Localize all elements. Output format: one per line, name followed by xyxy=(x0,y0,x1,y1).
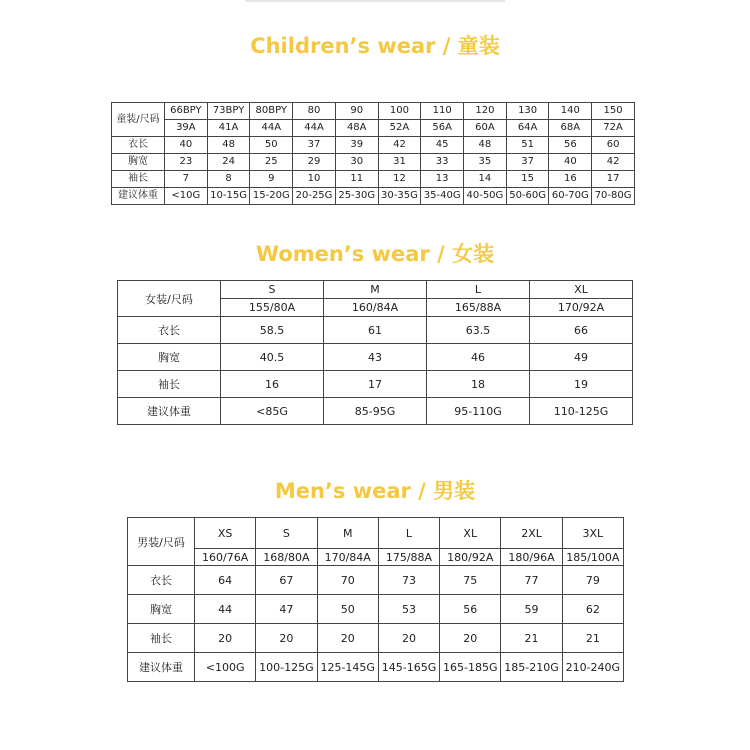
table-cell: 66 xyxy=(530,317,633,344)
row-label-cell: 衣长 xyxy=(112,137,165,154)
standard-size-cell: 56A xyxy=(421,120,464,137)
size-header-cell: 66BPY xyxy=(165,103,208,120)
women-size-table xyxy=(117,280,633,425)
table-cell: 21 xyxy=(501,624,562,653)
children-title-separator: / xyxy=(435,34,458,58)
size-header-cell: S xyxy=(256,518,317,549)
row-label-cell: 建议体重 xyxy=(118,398,221,425)
size-header-cell: XL xyxy=(530,281,633,299)
row-label-cell: 建议体重 xyxy=(112,188,165,205)
size-header-cell: 110 xyxy=(421,103,464,120)
size-header-cell: 3XL xyxy=(562,518,623,549)
table-cell: 40 xyxy=(549,154,592,171)
men-title-cn: 男装 xyxy=(433,479,476,503)
table-cell: 50 xyxy=(250,137,293,154)
corner-label-cell: 女装/尺码 xyxy=(118,281,221,317)
table-cell: 73 xyxy=(378,566,439,595)
standard-size-cell: 180/96A xyxy=(501,549,562,566)
women-title-cn: 女装 xyxy=(452,242,495,266)
standard-size-cell: 170/92A xyxy=(530,299,633,317)
standard-size-cell: 168/80A xyxy=(256,549,317,566)
table-cell: 20 xyxy=(378,624,439,653)
table-cell: 85-95G xyxy=(324,398,427,425)
corner-label-cell: 男装/尺码 xyxy=(128,518,195,566)
table-row xyxy=(112,137,635,154)
standard-size-cell: 185/100A xyxy=(562,549,623,566)
table-cell: 40-50G xyxy=(464,188,507,205)
size-header-cell: XS xyxy=(195,518,256,549)
row-label-cell: 建议体重 xyxy=(128,653,195,682)
table-cell: 16 xyxy=(549,171,592,188)
table-cell: 95-110G xyxy=(427,398,530,425)
table-cell: 8 xyxy=(207,171,250,188)
size-header-row xyxy=(112,103,635,120)
size-header-cell: 73BPY xyxy=(207,103,250,120)
standard-size-cell: 60A xyxy=(464,120,507,137)
row-label-cell: 胸宽 xyxy=(128,595,195,624)
standard-size-cell: 44A xyxy=(293,120,336,137)
table-cell: 75 xyxy=(440,566,501,595)
table-cell: 35 xyxy=(464,154,507,171)
table-cell: 15-20G xyxy=(250,188,293,205)
table-cell: 62 xyxy=(562,595,623,624)
table-cell: 53 xyxy=(378,595,439,624)
table-cell: 9 xyxy=(250,171,293,188)
women-section-title xyxy=(0,238,750,268)
table-cell: 43 xyxy=(324,344,427,371)
standard-size-cell: 155/80A xyxy=(221,299,324,317)
table-cell: 25 xyxy=(250,154,293,171)
table-cell: 30-35G xyxy=(378,188,421,205)
row-label-cell: 袖长 xyxy=(118,371,221,398)
size-header-cell: L xyxy=(427,281,530,299)
standard-size-cell: 72A xyxy=(592,120,635,137)
table-cell: 25-30G xyxy=(335,188,378,205)
table-cell: 20-25G xyxy=(293,188,336,205)
table-row xyxy=(128,624,624,653)
size-header-cell: 90 xyxy=(335,103,378,120)
row-label-cell: 袖长 xyxy=(112,171,165,188)
men-title-en: Men’s wear xyxy=(274,479,411,503)
standard-size-cell: 175/88A xyxy=(378,549,439,566)
table-cell: <85G xyxy=(221,398,324,425)
table-cell: 60-70G xyxy=(549,188,592,205)
standard-size-cell: 48A xyxy=(335,120,378,137)
size-header-cell: S xyxy=(221,281,324,299)
table-cell: 50-60G xyxy=(506,188,549,205)
size-header-cell: 80 xyxy=(293,103,336,120)
table-row xyxy=(112,171,635,188)
table-cell: 61 xyxy=(324,317,427,344)
standard-size-cell: 170/84A xyxy=(317,549,378,566)
table-cell: 33 xyxy=(421,154,464,171)
table-cell: 46 xyxy=(427,344,530,371)
standard-size-cell: 52A xyxy=(378,120,421,137)
table-cell: 12 xyxy=(378,171,421,188)
table-cell: <10G xyxy=(165,188,208,205)
table-cell: 20 xyxy=(256,624,317,653)
standard-size-cell: 68A xyxy=(549,120,592,137)
size-header-cell: 80BPY xyxy=(250,103,293,120)
table-cell: 20 xyxy=(195,624,256,653)
table-cell: 39 xyxy=(335,137,378,154)
table-cell: 15 xyxy=(506,171,549,188)
standard-size-cell: 165/88A xyxy=(427,299,530,317)
standard-size-cell: 41A xyxy=(207,120,250,137)
table-row xyxy=(118,398,633,425)
size-header-row xyxy=(118,281,633,299)
standard-size-row xyxy=(112,120,635,137)
size-header-row xyxy=(128,518,624,549)
table-cell: 11 xyxy=(335,171,378,188)
table-cell: 59 xyxy=(501,595,562,624)
table-cell: 64 xyxy=(195,566,256,595)
row-label-cell: 胸宽 xyxy=(112,154,165,171)
table-row xyxy=(128,653,624,682)
row-label-cell: 衣长 xyxy=(128,566,195,595)
table-row xyxy=(118,371,633,398)
table-cell: 185-210G xyxy=(501,653,562,682)
table-cell: 77 xyxy=(501,566,562,595)
corner-label-cell: 童装/尺码 xyxy=(112,103,165,137)
standard-size-cell: 180/92A xyxy=(440,549,501,566)
standard-size-cell: 160/76A xyxy=(195,549,256,566)
size-header-cell: 2XL xyxy=(501,518,562,549)
table-cell: 50 xyxy=(317,595,378,624)
table-cell: 10 xyxy=(293,171,336,188)
table-cell: 37 xyxy=(506,154,549,171)
table-cell: 10-15G xyxy=(207,188,250,205)
size-header-cell: 100 xyxy=(378,103,421,120)
table-cell: 40 xyxy=(165,137,208,154)
table-cell: 16 xyxy=(221,371,324,398)
table-row xyxy=(118,317,633,344)
table-cell: 70 xyxy=(317,566,378,595)
table-cell: 56 xyxy=(549,137,592,154)
table-cell: 30 xyxy=(335,154,378,171)
table-cell: 18 xyxy=(427,371,530,398)
table-cell: 14 xyxy=(464,171,507,188)
table-cell: 24 xyxy=(207,154,250,171)
table-cell: <100G xyxy=(195,653,256,682)
table-cell: 19 xyxy=(530,371,633,398)
women-title-separator: / xyxy=(429,242,453,266)
table-cell: 210-240G xyxy=(562,653,623,682)
women-title-en: Women’s wear xyxy=(255,242,430,266)
table-cell: 35-40G xyxy=(421,188,464,205)
table-cell: 17 xyxy=(592,171,635,188)
size-header-cell: M xyxy=(324,281,427,299)
men-section-title xyxy=(0,475,750,505)
table-cell: 48 xyxy=(464,137,507,154)
table-row xyxy=(128,595,624,624)
table-cell: 79 xyxy=(562,566,623,595)
table-cell: 7 xyxy=(165,171,208,188)
table-cell: 31 xyxy=(378,154,421,171)
top-divider-line xyxy=(245,0,505,2)
size-header-cell: 150 xyxy=(592,103,635,120)
table-cell: 47 xyxy=(256,595,317,624)
size-header-cell: XL xyxy=(440,518,501,549)
table-cell: 37 xyxy=(293,137,336,154)
table-cell: 58.5 xyxy=(221,317,324,344)
table-cell: 20 xyxy=(440,624,501,653)
children-section-title xyxy=(0,30,750,60)
table-cell: 42 xyxy=(378,137,421,154)
table-cell: 17 xyxy=(324,371,427,398)
table-cell: 100-125G xyxy=(256,653,317,682)
standard-size-row xyxy=(128,549,624,566)
row-label-cell: 衣长 xyxy=(118,317,221,344)
table-cell: 70-80G xyxy=(592,188,635,205)
standard-size-cell: 39A xyxy=(165,120,208,137)
table-cell: 20 xyxy=(317,624,378,653)
men-size-table xyxy=(127,517,624,682)
table-cell: 63.5 xyxy=(427,317,530,344)
table-row xyxy=(112,154,635,171)
table-row xyxy=(128,566,624,595)
table-cell: 45 xyxy=(421,137,464,154)
children-title-cn: 童装 xyxy=(457,34,500,58)
table-row xyxy=(118,344,633,371)
size-header-cell: 120 xyxy=(464,103,507,120)
size-header-cell: L xyxy=(378,518,439,549)
table-cell: 60 xyxy=(592,137,635,154)
size-header-cell: 140 xyxy=(549,103,592,120)
table-cell: 67 xyxy=(256,566,317,595)
table-cell: 23 xyxy=(165,154,208,171)
table-cell: 40.5 xyxy=(221,344,324,371)
table-cell: 49 xyxy=(530,344,633,371)
table-cell: 13 xyxy=(421,171,464,188)
table-cell: 145-165G xyxy=(378,653,439,682)
table-cell: 29 xyxy=(293,154,336,171)
table-cell: 125-145G xyxy=(317,653,378,682)
row-label-cell: 袖长 xyxy=(128,624,195,653)
men-title-separator: / xyxy=(410,479,434,503)
children-title-en: Children’s wear xyxy=(250,34,436,58)
size-header-cell: M xyxy=(317,518,378,549)
row-label-cell: 胸宽 xyxy=(118,344,221,371)
table-cell: 44 xyxy=(195,595,256,624)
table-cell: 56 xyxy=(440,595,501,624)
size-header-cell: 130 xyxy=(506,103,549,120)
standard-size-cell: 160/84A xyxy=(324,299,427,317)
table-cell: 48 xyxy=(207,137,250,154)
table-cell: 21 xyxy=(562,624,623,653)
standard-size-cell: 64A xyxy=(506,120,549,137)
table-cell: 51 xyxy=(506,137,549,154)
standard-size-cell: 44A xyxy=(250,120,293,137)
table-cell: 110-125G xyxy=(530,398,633,425)
table-cell: 165-185G xyxy=(440,653,501,682)
table-cell: 42 xyxy=(592,154,635,171)
table-row xyxy=(112,188,635,205)
children-size-table xyxy=(111,102,635,205)
